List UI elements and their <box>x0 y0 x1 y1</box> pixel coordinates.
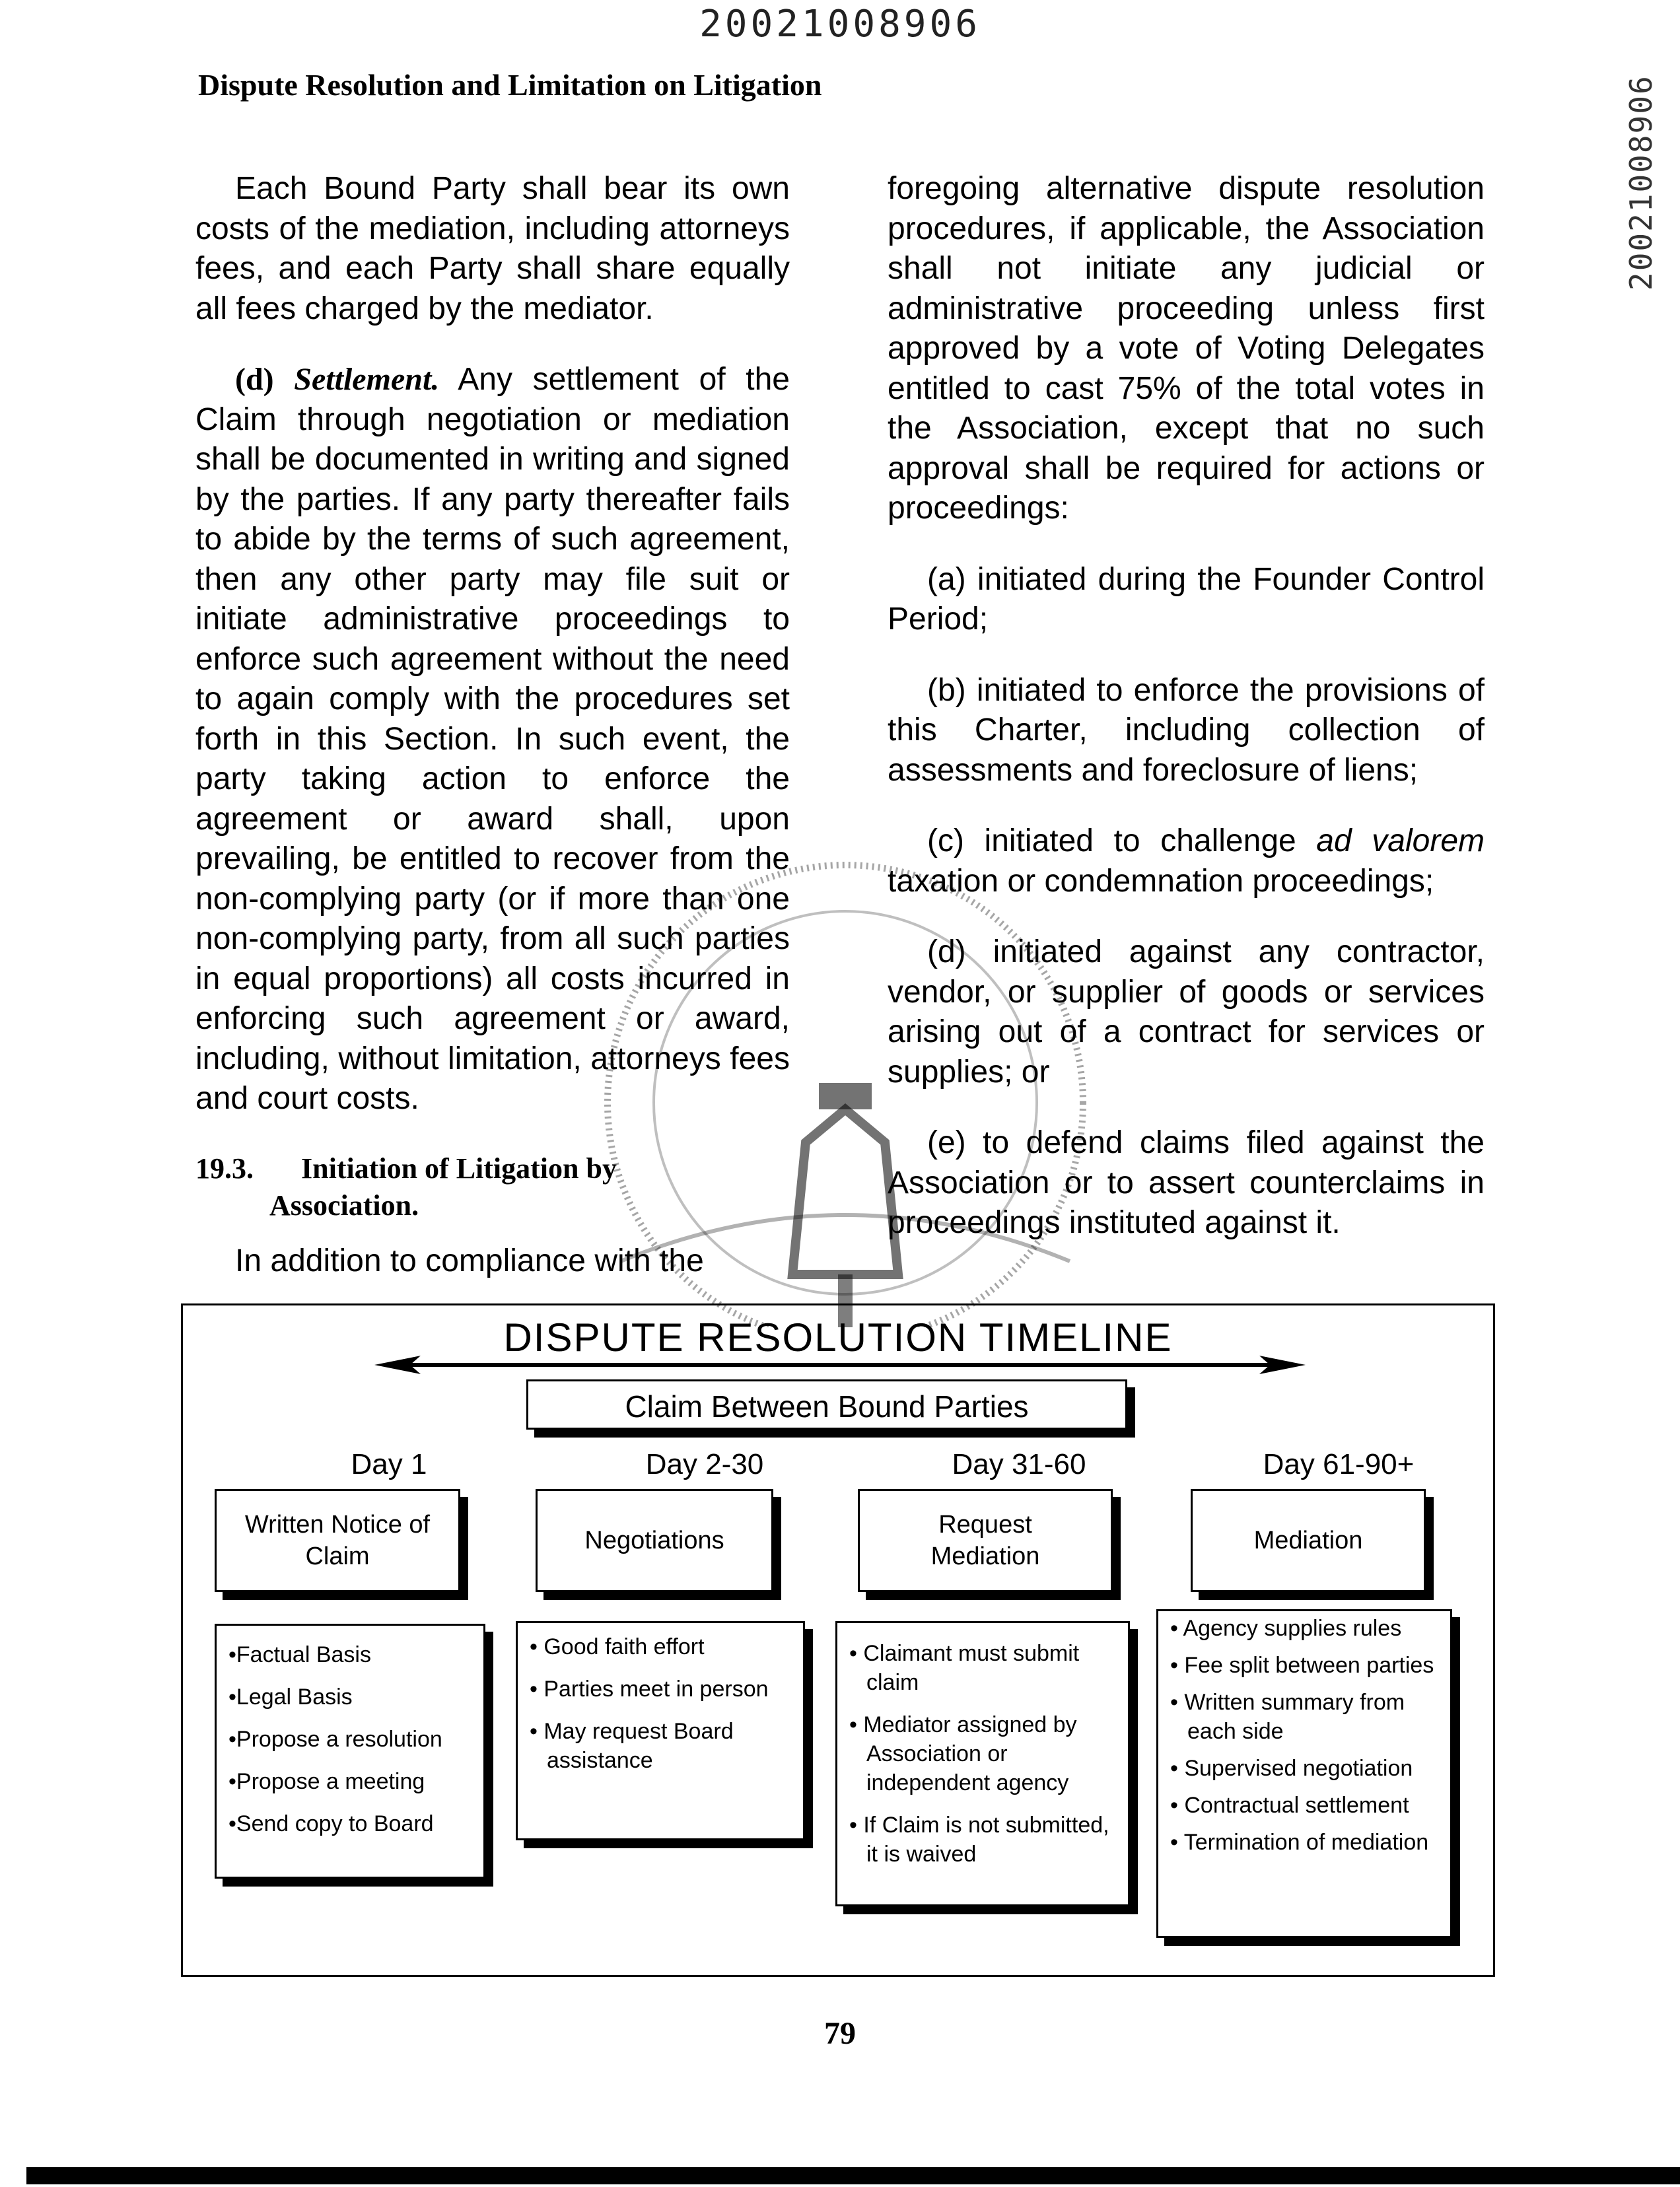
paragraph: Each Bound Party shall bear its own costs of the mediation, including attorneys fees, and each Party shall share equally all fees charged by the mediator. <box>195 171 790 326</box>
timeline-diagram <box>181 1303 1495 1977</box>
list-item: • Good faith effort <box>530 1634 705 1659</box>
document-id: 20021008906 <box>699 3 981 46</box>
list-item: •Send copy to Board <box>228 1811 434 1836</box>
list-item <box>888 821 1485 901</box>
right-column <box>888 169 1485 1274</box>
paragraph-settlement <box>195 360 790 1119</box>
list-item-text: (c) initiated to challenge <box>927 823 1317 858</box>
list-item: •Propose a resolution <box>228 1727 442 1752</box>
side-stamp: 20021008906 <box>1623 75 1659 291</box>
list-item: • Fee split between parties <box>1170 1653 1434 1678</box>
day-label: Day 1 <box>351 1448 427 1480</box>
list-item: • Mediator assigned by Association or independent agency <box>849 1712 1077 1795</box>
step-label: Mediation <box>1253 1527 1363 1554</box>
day-label: Day 2-30 <box>645 1448 764 1480</box>
details-mediation <box>1156 1609 1452 1938</box>
list-item: (e) to defend claims filed against the Association or to assert counterclaims in proceedings instituted against it. <box>888 1125 1485 1240</box>
list-item-italic: ad valorem <box>1316 823 1485 858</box>
step-box-written-notice <box>215 1489 460 1592</box>
paragraph-text: Any settlement of the Claim through negotiation or mediation shall be documented in writing and signed by the parties. If any party thereafter fails to abide by the terms of such agreement, then any other party may file suit or initiate administrative proceedings to enforce such agreement without the need to again comply with the procedures set forth in this Section. In such event, the party taking action to enforce the agreement or award shall, upon prevailing, be entitled to recover from the non-complying party (or if more than one non-complying party, from all such parties in equal proportions) all costs incurred in enforcing such agreement or award, including, without limitation, attorneys fees and court costs. <box>195 362 790 1116</box>
details-request-mediation <box>835 1621 1130 1906</box>
list-item: • Supervised negotiation <box>1170 1756 1413 1781</box>
step-box-mediation <box>1191 1489 1426 1592</box>
list-item: •Propose a meeting <box>228 1769 425 1794</box>
paragraph-label: (d) <box>235 362 274 397</box>
list-item: • If Claim is not submitted, it is waived <box>849 1813 1109 1867</box>
list-item: •Factual Basis <box>228 1642 371 1667</box>
paragraph: In addition to compliance with the <box>235 1243 704 1278</box>
section-title-line-2: Association. <box>269 1189 419 1222</box>
list-item: (b) initiated to enforce the provisions of this Charter, including collection of assessments and foreclosure of liens; <box>888 672 1485 788</box>
paragraph: foregoing alternative dispute resolution procedures, if applicable, the Association shall not initiate any judicial or administrative proceeding unless first approved by a vote of Voting Delegates entitled to cast 75% of the total votes in the Association, except that no such approval shall be required for actions or proceedings: <box>888 171 1485 526</box>
list-item: • Contractual settlement <box>1170 1793 1409 1818</box>
section-number: 19.3. <box>195 1152 254 1185</box>
paragraph-title: Settlement. <box>294 362 440 397</box>
list-item: • Termination of mediation <box>1170 1830 1429 1855</box>
list-item: • Claimant must submit claim <box>849 1641 1080 1695</box>
timeline-title: DISPUTE RESOLUTION TIMELINE <box>503 1315 1173 1360</box>
claim-box: Claim Between Bound Parties <box>526 1379 1127 1430</box>
section-title: Initiation of Litigation by <box>301 1152 617 1185</box>
step-box-request-mediation <box>858 1489 1113 1592</box>
step-box-negotiations <box>536 1489 773 1592</box>
step-label: Written Notice of Claim <box>244 1511 431 1570</box>
section-heading <box>195 1150 790 1224</box>
scan-edge-bar <box>26 2167 1680 2184</box>
list-item: • Written summary from each side <box>1170 1690 1405 1744</box>
step-label: Negotiations <box>584 1527 724 1554</box>
list-item: • May request Board assistance <box>530 1719 734 1773</box>
page-heading: Dispute Resolution and Limitation on Litigation <box>198 68 822 102</box>
left-column <box>195 169 790 1312</box>
list-item: • Parties meet in person <box>530 1677 769 1702</box>
day-label: Day 61-90+ <box>1263 1448 1415 1480</box>
details-negotiations <box>516 1621 805 1840</box>
list-item: (d) initiated against any contractor, vendor, or supplier of goods or services arising out of a contract for services or supplies; or <box>888 934 1485 1090</box>
list-item: (a) initiated during the Founder Control Period; <box>888 561 1485 637</box>
page-number: 79 <box>824 2016 856 2051</box>
double-arrow-icon <box>374 1352 1306 1378</box>
list-item: • Agency supplies rules <box>1170 1616 1402 1641</box>
details-written-notice <box>215 1624 485 1879</box>
day-label: Day 31-60 <box>952 1448 1086 1480</box>
list-item-text: taxation or condemnation proceedings; <box>888 863 1434 899</box>
step-label: Request Mediation <box>930 1511 1040 1570</box>
list-item: •Legal Basis <box>228 1684 353 1710</box>
